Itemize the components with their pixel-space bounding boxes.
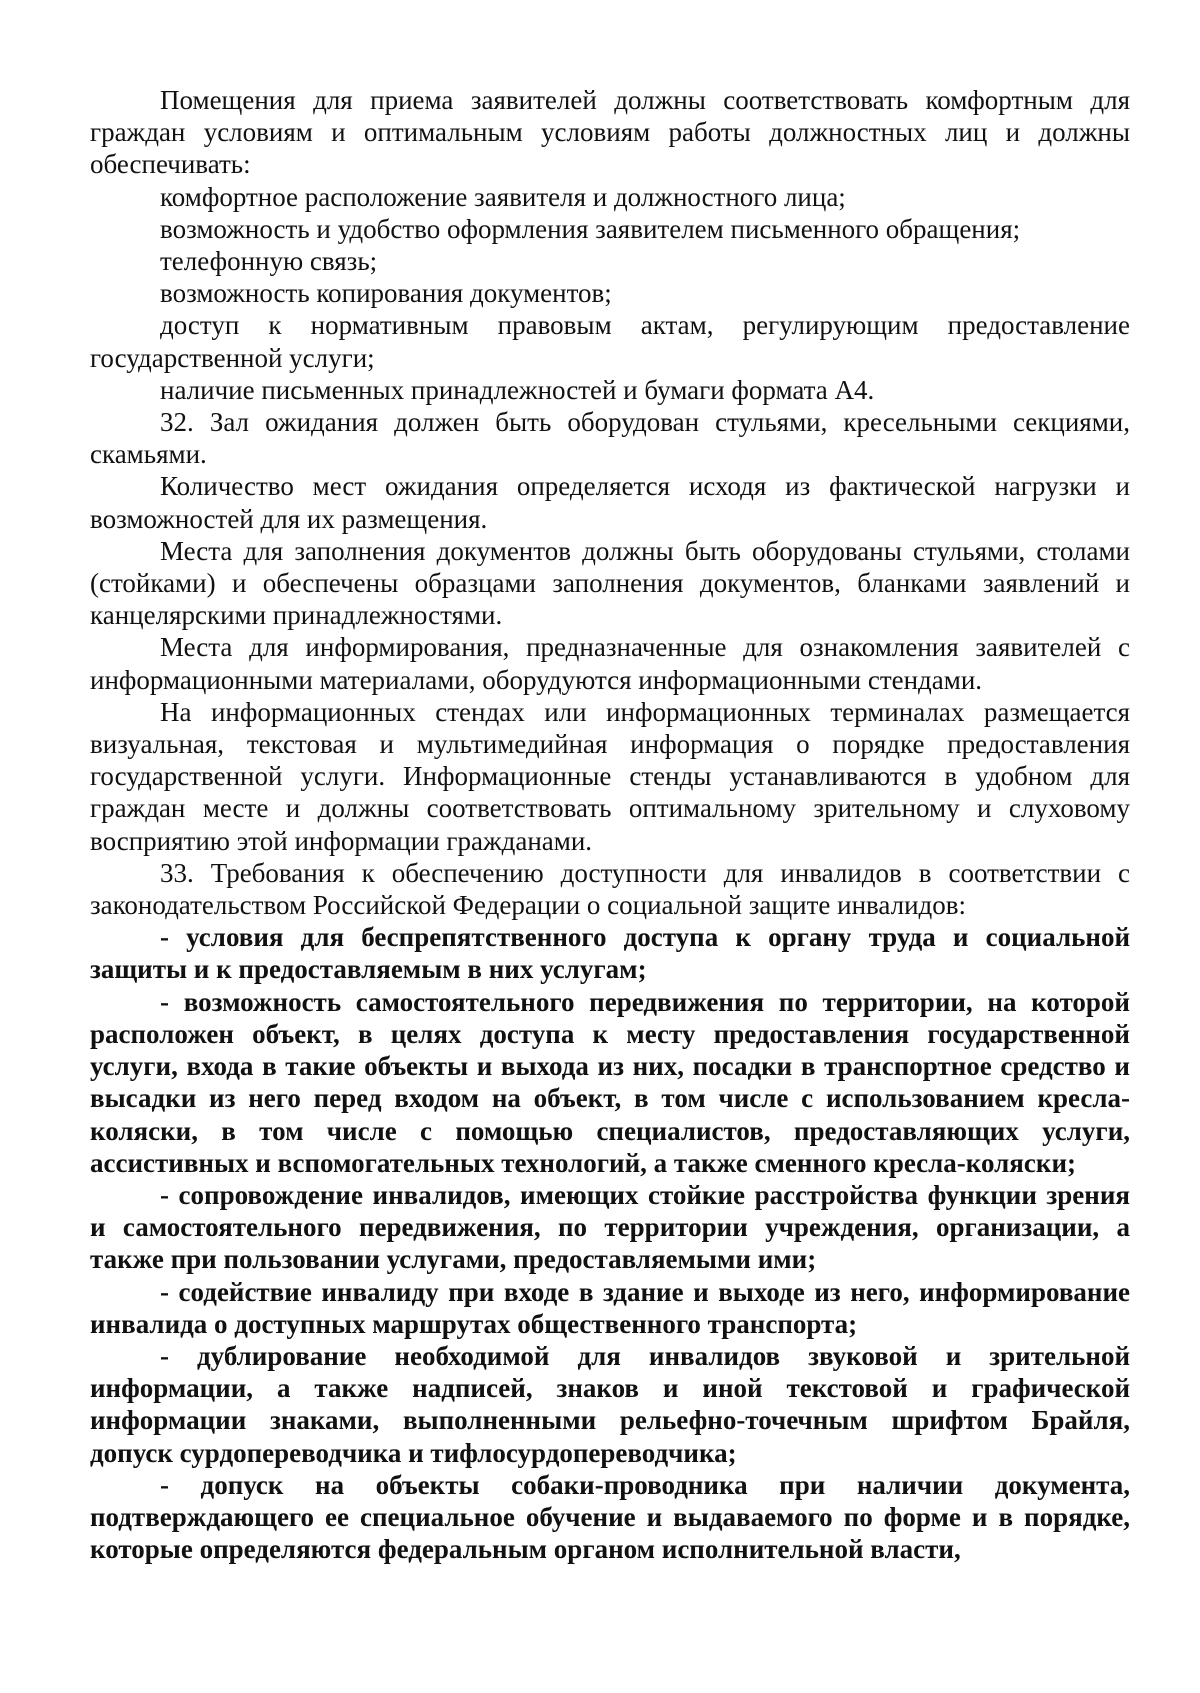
paragraph-filling-places: Места для заполнения документов должны быть оборудованы стульями, столами (стойками) и обеспечены образцами заполнения документов, бланками заявлений и канцелярскими принадлежностями. xyxy=(90,535,1130,631)
list-item-independent-movement: - возможность самостоятельного передвижения по территории, на которой расположен объект, в целях доступа к месту предоставления государственной услуги, входа в такие объекты и выхода из них, посадки в транспортное средство и высадки из него перед входом на объект, в том числе с использованием кресла-коляски, в том числе с помощью специалистов, предоставляющих услуги, ассистивных и вспомогательных технологий, а также сменного кресла-коляски; xyxy=(90,986,1130,1178)
list-item-phone: телефонную связь; xyxy=(160,246,378,277)
list-item-legal-acts: доступ к нормативным правовым актам, регулирующим предоставление государственной услуги; xyxy=(90,310,1130,373)
document-page xyxy=(90,84,1130,1565)
list-item-duplication: - дублирование необходимой для инвалидов звуковой и зрительной информации, а также надписей, знаков и иной текстовой и графической информации знаками, выполненными рельефно-точечным шрифтом Брайля, допуск сурдопереводчика и тифлосурдопереводчика; xyxy=(90,1340,1130,1468)
list-item-comfort-placement: комфортное расположение заявителя и должностного лица; xyxy=(160,181,846,212)
paragraph-info-places: Места для информирования, предназначенные для ознакомления заявителей с информационными материалами, оборудуются информационными стендами. xyxy=(90,632,1130,695)
paragraph-info-stands: На информационных стендах или информационных терминалах размещается визуальная, текстовая и мультимедийная информация о порядке предоставления государственной услуги. Информационные стенды устанавливаются в удобном для граждан месте и должны соответствовать оптимальному зрительному и слуховому восприятию этой информации гражданами. xyxy=(90,696,1130,856)
list-item-guide-dog: - допуск на объекты собаки-проводника при наличии документа, подтверждающего ее специальное обучение и выдаваемого по форме и в порядке, которые определяются федеральным органом исполнительной власти, xyxy=(90,1469,1130,1565)
list-item-assistance: - содействие инвалиду при входе в здание и выходе из него, информирование инвалида о доступных маршрутах общественного транспорта; xyxy=(90,1276,1130,1339)
paragraph-waiting-places: Количество мест ожидания определяется исходя из фактической нагрузки и возможностей для их размещения. xyxy=(90,471,1130,534)
paragraph-32-waiting-hall: 32. Зал ожидания должен быть оборудован стульями, кресельными секциями, скамьями. xyxy=(90,407,1130,470)
list-item-unobstructed-access: - условия для беспрепятственного доступа к органу труда и социальной защиты и к предоставляемым в них услугам; xyxy=(90,922,1130,985)
list-item-stationery: наличие письменных принадлежностей и бумаги формата А4. xyxy=(160,374,875,405)
paragraph-premises-intro: Помещения для приема заявителей должны соответствовать комфортным для граждан условиям и оптимальным условиям работы должностных лиц и должны обеспечивать: xyxy=(90,85,1130,180)
list-item-escort: - сопровождение инвалидов, имеющих стойкие расстройства функции зрения и самостоятельного передвижения, по территории учреждения, организации, а также при пользовании услугами, предоставляемыми ими; xyxy=(90,1179,1130,1275)
paragraph-33-accessibility: 33. Требования к обеспечению доступности для инвалидов в соответствии с законодательством Российской Федерации о социальной защите инвалидов: xyxy=(90,857,1130,921)
list-item-written-appeal: возможность и удобство оформления заявителем письменного обращения; xyxy=(160,213,1021,244)
list-item-copying: возможность копирования документов; xyxy=(160,278,612,309)
